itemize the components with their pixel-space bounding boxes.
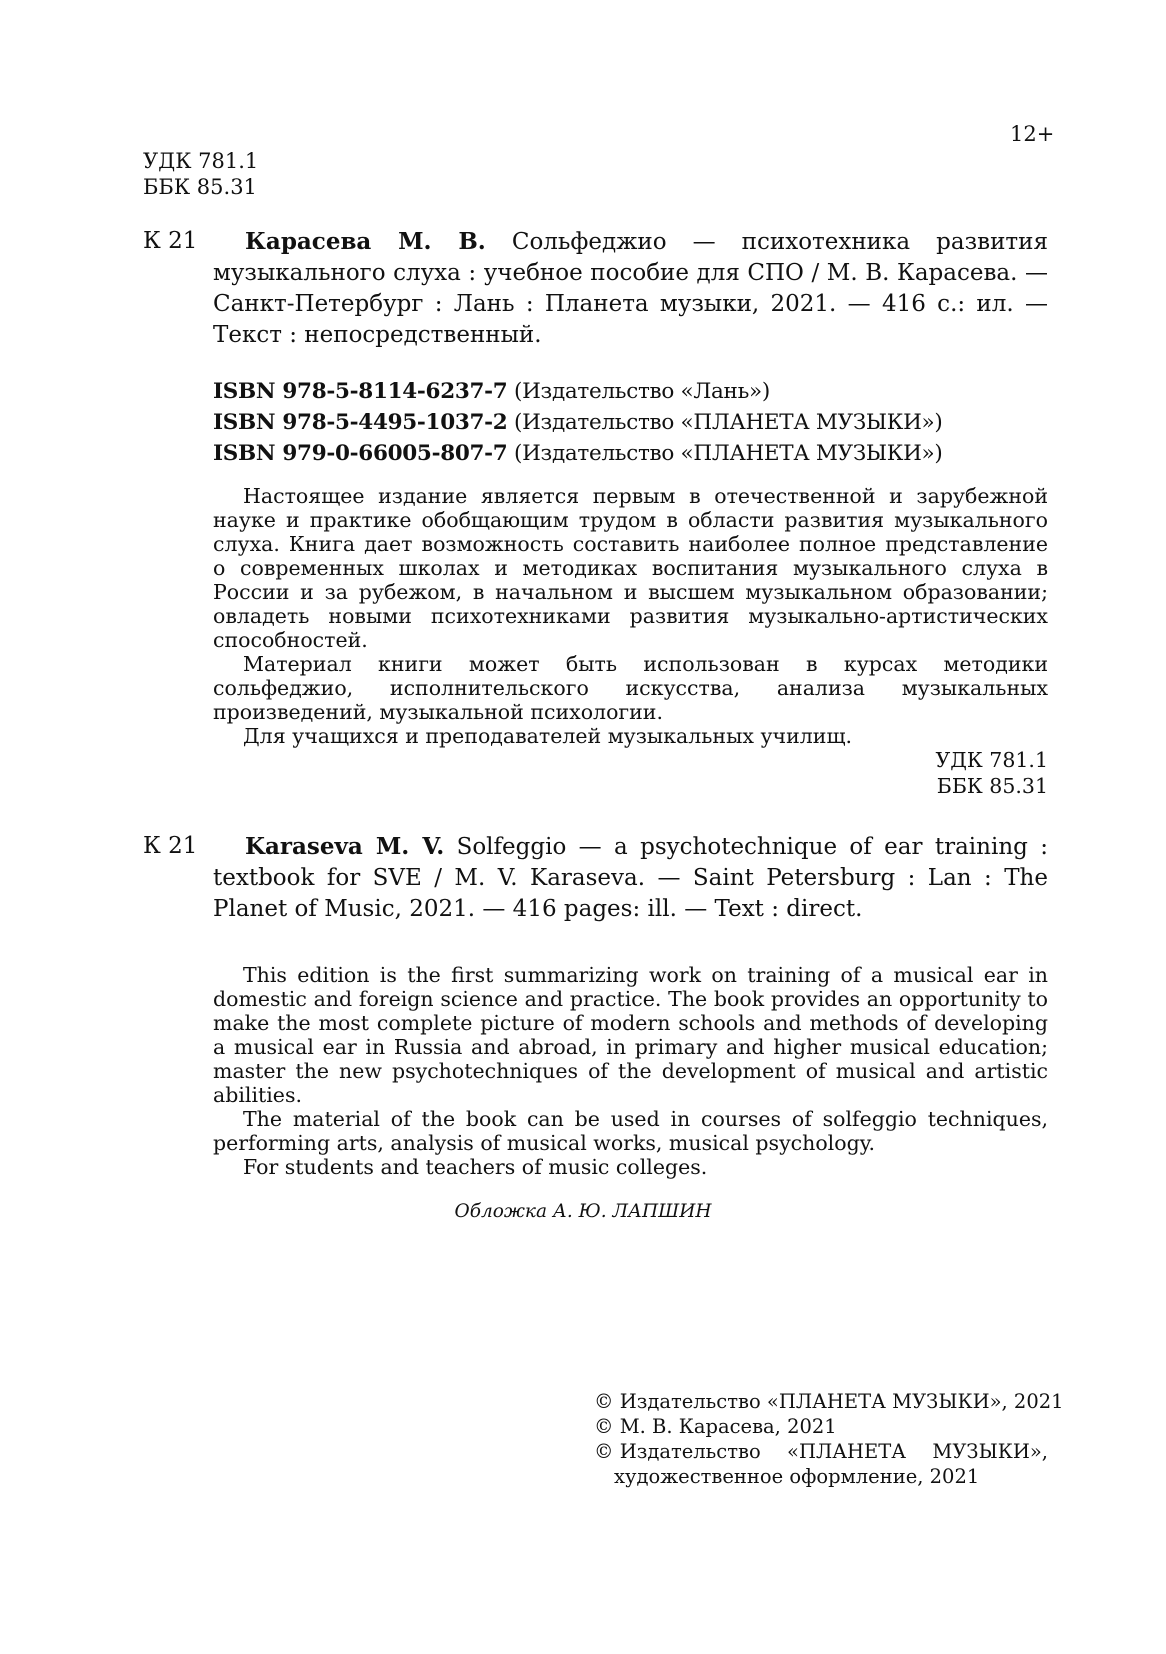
ru-entry-code: К 21	[143, 228, 198, 254]
copyright-block	[594, 1389, 1064, 1489]
copyright-part: © Издательство	[594, 1440, 761, 1463]
udk-code: УДК 781.1	[143, 149, 259, 173]
age-rating: 12+	[1010, 122, 1055, 146]
isbn-publisher: (Издательство «Лань»)	[514, 379, 770, 404]
copyright-part: МУЗЫКИ»,	[932, 1440, 1048, 1463]
abstract-paragraph: Материал книги может быть использован в курсах методики сольфеджио, исполнительского искусства, анализа музыкальных произведений, музыкальной психологии.	[213, 652, 1048, 724]
en-entry-code: К 21	[143, 833, 198, 859]
isbn-list	[213, 376, 943, 469]
isbn-number: ISBN 978-5-8114-6237-7	[213, 379, 508, 404]
isbn-publisher: (Издательство «ПЛАНЕТА МУЗЫКИ»)	[514, 441, 943, 466]
ru-entry-text: Сольфеджио — психотехника развития музыкального слуха : учебное пособие для СПО / М. В. Карасева. — Санкт-Петербург : Лань : Планета музыки, 2021. — 416 с.: ил. — Текст : непосредственный.	[213, 229, 1048, 348]
copyright-line	[594, 1439, 1048, 1464]
ru-abstract	[213, 484, 1048, 748]
abstract-paragraph: This edition is the first summarizing work on training of a musical ear in domestic and foreign science and practice. The book provides an opportunity to make the most complete picture of modern schools and methods of developing a musical ear in Russia and abroad, in primary and higher musical education; master the new psychotechniques of the development of musical and artistic abilities.	[213, 963, 1048, 1107]
en-entry-author: Karaseva M. V.	[245, 833, 445, 860]
abstract-paragraph: Настоящее издание является первым в отечественной и зарубежной науке и практике обобщающим трудом в области развития музыкального слуха. Книга дает возможность составить наиболее полное представление о современных школах и методиках воспитания музыкального слуха в России и за рубежом, в начальном и высшем музыкальном образовании; овладеть новыми психотехниками развития музыкально-артистических способностей.	[213, 484, 1048, 652]
en-entry-description	[213, 831, 1048, 925]
classification-top	[143, 148, 258, 200]
en-abstract	[213, 963, 1048, 1179]
bbk-code: ББК 85.31	[143, 175, 257, 199]
ru-entry-author: Карасева М. В.	[245, 228, 486, 255]
udk-code: УДК 781.1	[935, 748, 1048, 772]
cover-credit: Обложка А. Ю. ЛАПШИН	[454, 1201, 712, 1222]
en-entry-text: Solfeggio — a psychotechnique of ear training : textbook for SVE / M. V. Karaseva. — Saint Petersburg : Lan : The Planet of Music, 2021. — 416 pages: ill. — Text : direct.	[213, 834, 1048, 922]
ru-entry-description	[213, 226, 1048, 351]
isbn-row	[213, 376, 943, 407]
copyright-line: © Издательство «ПЛАНЕТА МУЗЫКИ», 2021	[594, 1390, 1064, 1413]
isbn-number: ISBN 979-0-66005-807-7	[213, 441, 508, 466]
copyright-part: «ПЛАНЕТА	[787, 1440, 907, 1463]
isbn-row	[213, 407, 943, 438]
isbn-publisher: (Издательство «ПЛАНЕТА МУЗЫКИ»)	[514, 410, 943, 435]
copyright-line: художественное оформление, 2021	[614, 1465, 980, 1488]
isbn-number: ISBN 978-5-4495-1037-2	[213, 410, 508, 435]
bbk-code: ББК 85.31	[936, 774, 1048, 798]
isbn-row	[213, 438, 943, 469]
classification-right	[700, 747, 1048, 799]
abstract-paragraph: The material of the book can be used in courses of solfeggio techniques, performing arts, analysis of musical works, musical psychology.	[213, 1107, 1048, 1155]
abstract-paragraph: Для учащихся и преподавателей музыкальных училищ.	[243, 724, 853, 748]
copyright-line: © М. В. Карасева, 2021	[594, 1415, 837, 1438]
abstract-paragraph: For students and teachers of music colleges.	[243, 1155, 708, 1179]
